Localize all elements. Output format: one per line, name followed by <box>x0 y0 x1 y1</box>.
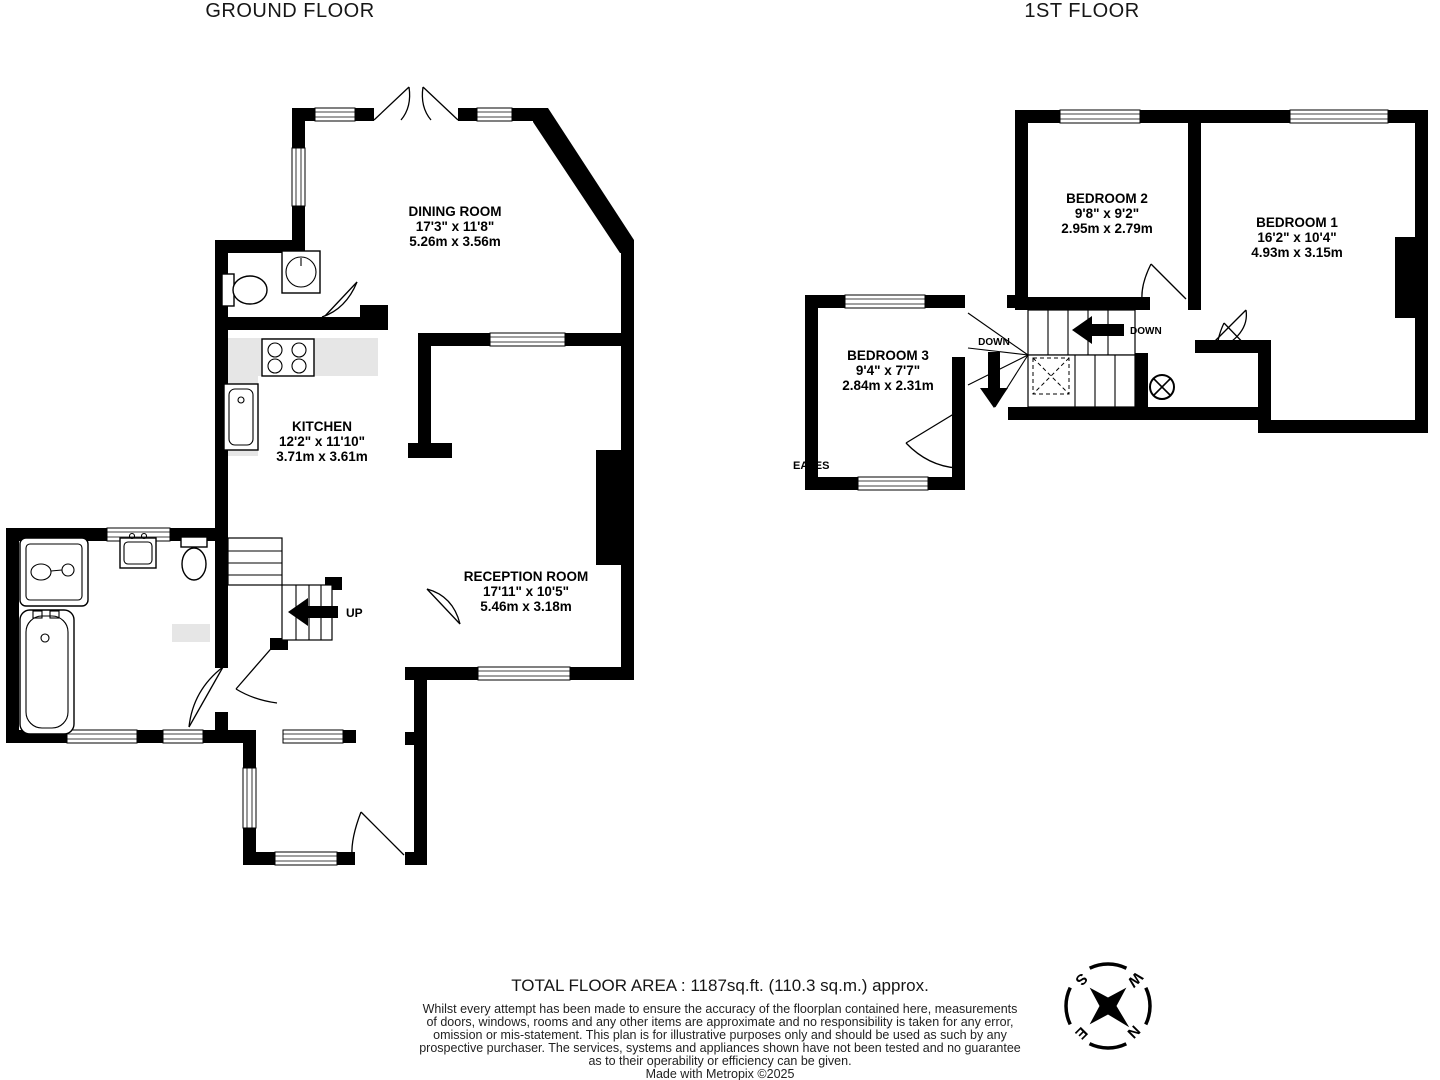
first-floor-title: 1ST FLOOR <box>1024 0 1140 22</box>
eaves-label: EAVES <box>793 460 830 472</box>
svg-text:16'2" x 10'4": 16'2" x 10'4" <box>1257 230 1337 245</box>
svg-text:3.71m x 3.61m: 3.71m x 3.61m <box>276 449 368 464</box>
svg-text:BEDROOM 3: BEDROOM 3 <box>847 348 929 363</box>
down-label-right: DOWN <box>1130 326 1162 337</box>
ground-floor-title: GROUND FLOOR <box>205 0 375 22</box>
kitchen-label <box>276 419 368 464</box>
svg-text:12'2" x 11'10": 12'2" x 11'10" <box>278 434 366 449</box>
bedroom2-label <box>1061 191 1153 236</box>
svg-text:9'4" x 7'7": 9'4" x 7'7" <box>855 363 921 378</box>
svg-text:5.26m x 3.56m: 5.26m x 3.56m <box>409 234 501 249</box>
kitchen-counter <box>172 338 378 642</box>
svg-text:17'11" x 10'5": 17'11" x 10'5" <box>482 584 570 599</box>
disclaimer-line: as to their operability or efficiency can be given. <box>588 1054 852 1068</box>
light-symbol-icon <box>1150 375 1174 399</box>
svg-text:DINING ROOM: DINING ROOM <box>408 204 502 219</box>
svg-text:4.93m x 3.15m: 4.93m x 3.15m <box>1251 245 1343 260</box>
disclaimer-line: Whilst every attempt has been made to ensure the accuracy of the floorplan contained here, measurements <box>422 1002 1018 1016</box>
reception-room-label <box>464 569 589 614</box>
bedroom1-label <box>1251 215 1343 260</box>
french-doors <box>374 87 458 120</box>
wc-fixtures <box>222 251 320 306</box>
down-arrow-left-icon <box>980 352 1008 408</box>
up-label: UP <box>346 606 363 620</box>
metropix-credit: Made with Metropix ©2025 <box>645 1067 795 1080</box>
ground-floor-windows <box>67 108 570 865</box>
first-floor-plan <box>793 110 1428 490</box>
compass-s: S <box>1071 969 1091 989</box>
svg-text:17'3" x 11'8": 17'3" x 11'8" <box>415 219 495 234</box>
ground-stairs <box>228 538 332 640</box>
disclaimer-line: of doors, windows, rooms and any other items are approximate and no responsibility is taken for any error, <box>426 1015 1014 1029</box>
svg-text:BEDROOM 1: BEDROOM 1 <box>1256 215 1338 230</box>
bedroom3-label <box>842 348 934 393</box>
svg-text:BEDROOM 2: BEDROOM 2 <box>1066 191 1148 206</box>
ground-floor-walls <box>6 108 634 865</box>
total-floor-area: TOTAL FLOOR AREA : 1187sq.ft. (110.3 sq.m.) approx. <box>511 976 929 995</box>
svg-text:2.84m x 2.31m: 2.84m x 2.31m <box>842 378 934 393</box>
disclaimer-line: omission or mis-statement. This plan is for illustrative purposes only and should be used as such by any <box>433 1028 1007 1042</box>
svg-text:2.95m x 2.79m: 2.95m x 2.79m <box>1061 221 1153 236</box>
svg-text:KITCHEN: KITCHEN <box>292 419 352 434</box>
compass-n: N <box>1123 1021 1144 1042</box>
compass-w: W <box>1123 968 1146 991</box>
down-label-left: DOWN <box>978 337 1010 348</box>
ground-floor-plan <box>6 87 634 865</box>
svg-text:9'8" x 9'2": 9'8" x 9'2" <box>1074 206 1140 221</box>
svg-text:RECEPTION ROOM: RECEPTION ROOM <box>463 569 589 584</box>
dining-room-label <box>409 204 502 249</box>
disclaimer-line: prospective purchaser. The services, systems and appliances shown have not been tested and no guarantee <box>419 1041 1021 1055</box>
svg-text:5.46m x 3.18m: 5.46m x 3.18m <box>480 599 572 614</box>
compass-e: E <box>1071 1023 1091 1043</box>
